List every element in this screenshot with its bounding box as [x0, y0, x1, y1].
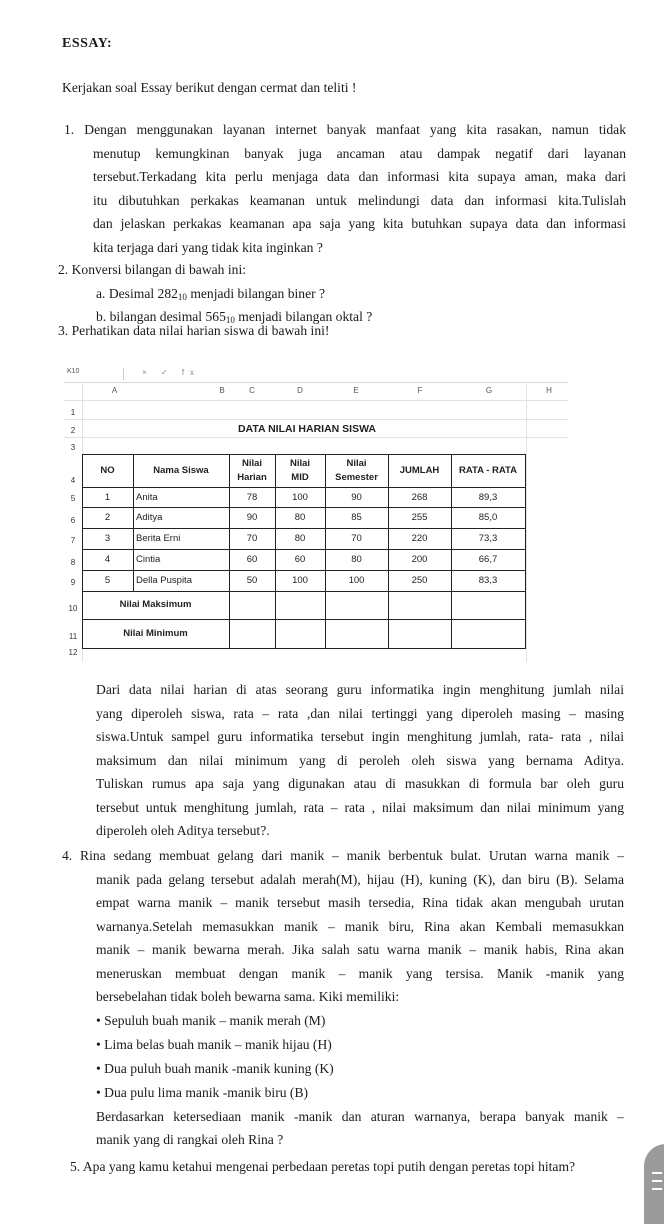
grip-line: [652, 1172, 662, 1174]
q4-line-4: warnanya.Setelah memasukkan manik – manik biru, Rina akan Kembali memasukkan: [96, 918, 624, 934]
cell-nama: Berita Erni: [136, 533, 181, 544]
th-nama: Nama Siswa: [153, 464, 209, 476]
grip-line: [652, 1180, 662, 1182]
cell-jumlah: 268: [411, 491, 428, 503]
spreadsheet-image: [64, 366, 568, 662]
essay-heading: ESSAY:: [62, 36, 113, 51]
instruction-text: Kerjakan soal Essay berikut dengan cermat dan teliti !: [62, 80, 357, 95]
q4-line-5: manik – manik bewarna merah. Jika salah satu warna manik – manik habis, Rina akan: [96, 942, 624, 957]
col-header-h: H: [546, 386, 552, 395]
q3-after-line-6: tersebut untuk menghitung jumlah, rata – rata , nilai maksimum dan nilai minimum yang: [96, 799, 624, 815]
cell-jumlah: 200: [411, 554, 428, 565]
q3-after-line-2: yang diperoleh siswa, rata – rata ,dan nilai tertinggi yang diperoleh masing – masing: [96, 705, 624, 721]
q3-after-line-3: siswa.Untuk sampel guru informatika tersebut ingin menghitung jumlah, rata- rata , nilai: [96, 729, 624, 744]
row-header-9: 9: [70, 578, 76, 587]
cell-rata: 73,3: [478, 533, 498, 544]
cell-nama: Anita: [136, 491, 158, 503]
cell-no: 2: [104, 512, 111, 523]
q4-closing-2: manik yang di rangkai oleh Rina ?: [96, 1132, 284, 1147]
cell-semester: 100: [348, 575, 365, 586]
q2-text: 2. Konversi bilangan di bawah ini:: [58, 262, 247, 277]
q1-line-6: kita terjaga dari yang tidak kita inginkan ?: [93, 239, 323, 255]
q3-after-line-7: diperoleh oleh Aditya tersebut?.: [96, 823, 270, 838]
row-header-4: 4: [70, 476, 76, 485]
q4-line-1: 4. Rina sedang membuat gelang dari manik – manik berbentuk bulat. Urutan warna manik –: [62, 848, 624, 863]
q5-text: 5. Apa yang kamu ketahui mengenai perbedaan peretas topi putih dengan peretas topi hitam?: [70, 1159, 576, 1174]
row-header-3: 3: [70, 443, 76, 452]
q1-line-3: tersebut.Terkadang kita perlu menjaga data dan informasi kita supaya aman, maka dari: [93, 169, 626, 184]
row-header-1: 1: [70, 408, 76, 417]
grid-line: [64, 400, 568, 401]
th-harian: Nilai Harian: [237, 457, 267, 483]
th-semester: Nilai Semester: [335, 457, 378, 483]
label-nilai-maksimum: Nilai Maksimum: [119, 599, 192, 610]
question-3: [58, 319, 618, 343]
cell-no: 3: [104, 533, 111, 544]
cell-no: 1: [104, 491, 111, 503]
cell-rata: 85,0: [478, 512, 498, 523]
q4-bullet-1: • Sepuluh buah manik – manik merah (M): [96, 1012, 326, 1028]
col-header-e: E: [353, 386, 359, 395]
cell-no: 4: [104, 554, 111, 565]
q1-line-4: itu dibutuhkan perkakas keamanan untuk melindungi data dan informasi kita.Tulislah: [93, 192, 626, 208]
question-5: [70, 1155, 630, 1179]
th-mid: Nilai MID: [289, 457, 311, 483]
q2-part-b: b. bilangan desimal $565_{10}$ menjadi bilangan oktal ?: [96, 309, 373, 325]
cell-semester: 80: [351, 554, 362, 565]
row-header-12: 12: [68, 648, 78, 657]
q4-line-7: bersebelahan tidak boleh bewarna sama. Kiki memiliki:: [96, 989, 400, 1004]
q2-part-a: a. Desimal $282_{10}$ menjadi bilangan biner ?: [96, 285, 326, 302]
cell-no: 5: [104, 575, 111, 586]
cell-jumlah: 220: [411, 533, 428, 544]
row-header-7: 7: [70, 536, 76, 545]
q4-bullet-2: • Lima belas buah manik – manik hijau (H): [96, 1036, 332, 1052]
cell-nama: Cintia: [136, 554, 161, 565]
q1-line-1: 1. Dengan menggunakan layanan internet banyak manfaat yang kita rasakan, namun tidak: [64, 122, 626, 137]
row-header-2: 2: [70, 426, 76, 435]
cell-harian: 90: [246, 512, 258, 523]
cell-mid: 100: [292, 575, 308, 586]
cell-harian: 78: [246, 491, 258, 503]
q4-closing-1: Berdasarkan ketersediaan manik -manik dan aturan warnanya, berapa banyak manik –: [96, 1108, 624, 1124]
grid-line: [64, 437, 568, 438]
q1-line-2: menutup kemungkinan banyak juga ancaman atau dampak negatif dari layanan: [93, 145, 626, 161]
cell-mid: 100: [292, 491, 308, 503]
formula-icons: × ✓ fx: [142, 368, 201, 377]
cell-nama: Della Puspita: [136, 575, 192, 586]
q3-text: 3. Perhatikan data nilai harian siswa di bawah ini!: [58, 323, 330, 338]
scroll-handle[interactable]: [644, 1144, 664, 1224]
col-header-a: A: [111, 386, 118, 395]
col-header-b: B: [219, 386, 225, 395]
q3-after-line-1: Dari data nilai harian di atas seorang guru informatika ingin menghitung jumlah nilai: [96, 682, 624, 697]
row-header-6: 6: [70, 516, 76, 525]
q4-bullet-4: • Dua pulu lima manik -manik biru (B): [96, 1084, 309, 1100]
row-header-11: 11: [68, 632, 78, 641]
table-border: [82, 648, 526, 649]
cell-harian: 50: [246, 575, 258, 586]
row-header-8: 8: [70, 558, 76, 567]
q4-bullet-3: • Dua puluh buah manik -manik kuning (K): [96, 1060, 334, 1076]
question-3-body: [96, 678, 624, 843]
row-header-5: 5: [70, 494, 76, 503]
cell-jumlah: 250: [411, 575, 428, 586]
col-header-c: C: [249, 386, 255, 395]
cell-semester: 85: [351, 512, 362, 523]
row-header-10: 10: [68, 604, 78, 613]
cell-semester: 70: [351, 533, 362, 544]
cell-harian: 60: [246, 554, 258, 565]
th-no: NO: [100, 464, 115, 476]
cell-harian: 70: [246, 533, 258, 544]
question-1: [64, 118, 626, 259]
sheet-title: DATA NILAI HARIAN SISWA: [237, 422, 377, 435]
cell-rata: 89,3: [478, 491, 498, 503]
cell-rata: 83,3: [478, 575, 498, 586]
formula-bar: [64, 366, 568, 383]
cell-mid: 80: [294, 533, 306, 544]
cell-rata: 66,7: [478, 554, 498, 565]
q4-line-6: meneruskan membuat dengan manik – manik yang tersisa. Manik -manik yang: [96, 965, 624, 981]
grip-line: [652, 1188, 662, 1190]
th-rata: RATA - RATA: [458, 464, 518, 476]
question-2: [58, 258, 618, 329]
grid-line: [526, 384, 527, 662]
cell-jumlah: 255: [411, 512, 428, 523]
label-nilai-minimum: Nilai Minimum: [123, 627, 188, 639]
cell-semester: 90: [351, 491, 362, 503]
question-4: [62, 844, 624, 1152]
table-border: [525, 454, 526, 648]
q3-after-line-4: maksimum dan nilai minimum yang di peroleh oleh siswa yang bernama Aditya.: [96, 752, 624, 768]
name-box: K10: [64, 368, 124, 380]
cell-mid: 80: [294, 512, 306, 523]
cell-nama: Aditya: [136, 512, 163, 523]
q4-line-2: manik pada gelang tersebut adalah merah(M), hijau (H), kuning (K), dan biru (B). Selama: [96, 871, 624, 887]
q4-line-3: empat warna manik – manik tersebut masih tersedia, Rina tidak akan mengubah urutan: [96, 895, 624, 910]
col-header-f: F: [417, 386, 423, 395]
q1-line-5: dan jelaskan perkakas keamanan apa saja yang kita butuhkan supaya data dan informasi: [93, 216, 626, 231]
q3-after-line-5: Tuliskan rumus apa saja yang digunakan atau di masukkan di formula bar oleh guru: [96, 776, 624, 791]
col-header-g: G: [485, 386, 493, 395]
col-header-d: D: [297, 386, 303, 395]
th-jumlah: JUMLAH: [399, 464, 440, 476]
cell-mid: 60: [294, 554, 306, 565]
